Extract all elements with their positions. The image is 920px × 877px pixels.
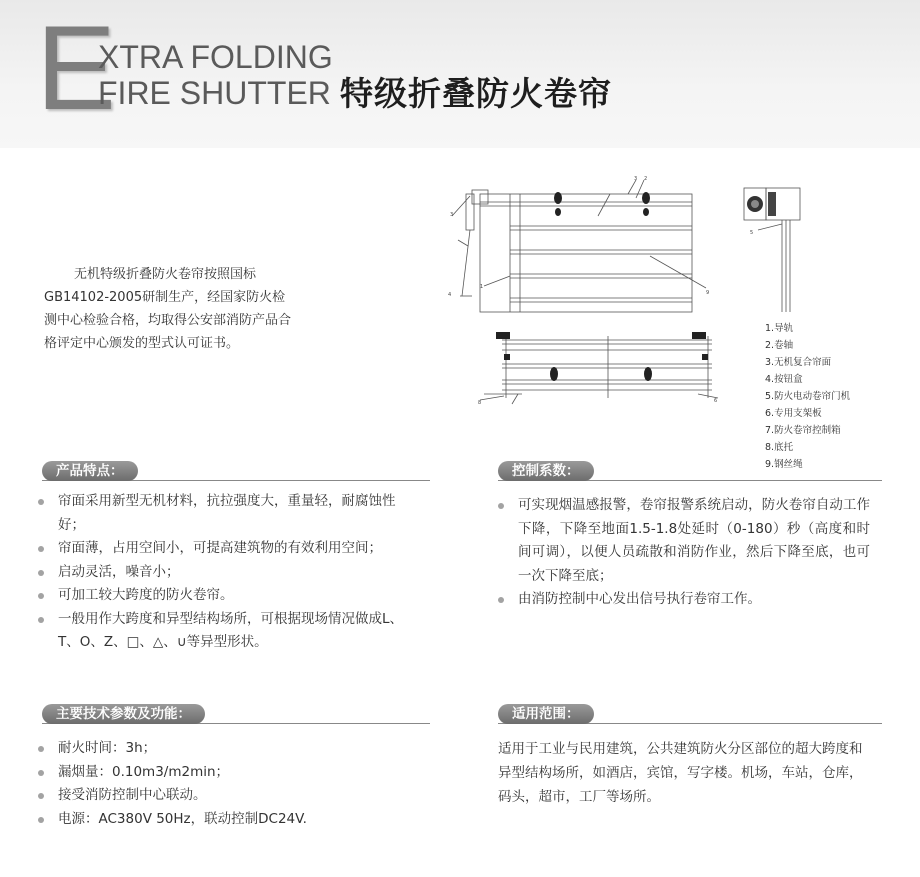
- callout-5: 5: [750, 230, 754, 236]
- features-list: [36, 490, 420, 655]
- header-english-line2: FIRE SHUTTER: [98, 75, 331, 111]
- diagram-legend: [765, 320, 850, 473]
- scope-section-title: 适用范围：: [498, 704, 594, 724]
- side-view-diagram: [738, 184, 808, 314]
- params-list: [36, 737, 420, 831]
- params-section-title: 主要技术参数及功能：: [42, 704, 205, 724]
- callout-2: 2: [644, 176, 648, 182]
- features-section-title: 产品特点：: [42, 461, 138, 481]
- legend-item: 2.卷轴: [765, 340, 794, 351]
- list-item: 可加工较大跨度的防火卷帘。: [36, 584, 420, 608]
- legend-item: 3.无机复合帘面: [765, 357, 832, 368]
- callout-3: 3: [450, 212, 454, 218]
- list-item: 接受消防控制中心联动。: [36, 784, 420, 808]
- params-section-header: [42, 704, 430, 726]
- scope-paragraph: 适用于工业与民用建筑，公共建筑防火分区部位的超大跨度和异型结构场所，如酒店，宾馆，写字楼。机场，车站，仓库，码头，超市，工厂等场所。: [498, 741, 863, 805]
- legend-item: 6.专用支架板: [765, 408, 822, 419]
- control-section-header: [498, 461, 882, 483]
- callout-3b: 3: [634, 176, 638, 182]
- top-view-diagram: [478, 328, 726, 416]
- callout-8: 8: [478, 400, 482, 406]
- intro-paragraph: 无机特级折叠防火卷帘按照国标GB14102-2005研制生产，经国家防火检测中心检验合格，均取得公安部消防产品合格评定中心颁发的型式认可证书。: [44, 267, 292, 351]
- callout-1: 1: [480, 284, 484, 290]
- list-item: 一般用作大跨度和异型结构场所，可根据现场情况做成L、T、O、Z、□、△、∪等异型形状。: [36, 608, 420, 655]
- legend-item: 9.钢丝绳: [765, 459, 803, 470]
- page-title: 特级折叠防火卷帘: [340, 74, 612, 113]
- list-item: 可实现烟温感报警，卷帘报警系统启动，防火卷帘自动工作下降，下降至地面1.5-1.8处延时（0-180）秒（高度和时间可调），以便人员疏散和消防作业，然后下降至底，也可一次下降至底；: [496, 494, 870, 588]
- list-item: 由消防控制中心发出信号执行卷帘工作。: [496, 588, 870, 612]
- list-item: 帘面采用新型无机材料，抗拉强度大，重量轻，耐腐蚀性好；: [36, 490, 420, 537]
- control-section-title: 控制系数：: [498, 461, 594, 481]
- header-banner: [0, 0, 920, 148]
- scope-section-header: [498, 704, 882, 726]
- list-item: 启动灵活，噪音小；: [36, 561, 420, 585]
- header-english-line1: XTRA FOLDING: [98, 39, 333, 75]
- legend-item: 5.防火电动卷帘门机: [765, 391, 851, 402]
- list-item: 漏烟量：0.10m3/m2min；: [36, 761, 420, 785]
- callout-4: 4: [448, 292, 452, 298]
- control-list: [496, 494, 870, 612]
- list-item: 帘面薄，占用空间小，可提高建筑物的有效利用空间；: [36, 537, 420, 561]
- front-elevation-diagram: [450, 176, 712, 316]
- legend-item: 7.防火卷帘控制箱: [765, 425, 841, 436]
- callout-9: 9: [706, 290, 710, 296]
- legend-item: 4.按钮盒: [765, 374, 803, 385]
- legend-item: 8.底托: [765, 442, 794, 453]
- list-item: 电源：AC380V 50Hz，联动控制DC24V.: [36, 808, 420, 832]
- header-big-letter: E: [36, 1, 117, 135]
- features-section-header: [42, 461, 430, 483]
- legend-item: 1.导轨: [765, 323, 794, 334]
- list-item: 耐火时间：3h；: [36, 737, 420, 761]
- callout-6: 6: [714, 398, 718, 404]
